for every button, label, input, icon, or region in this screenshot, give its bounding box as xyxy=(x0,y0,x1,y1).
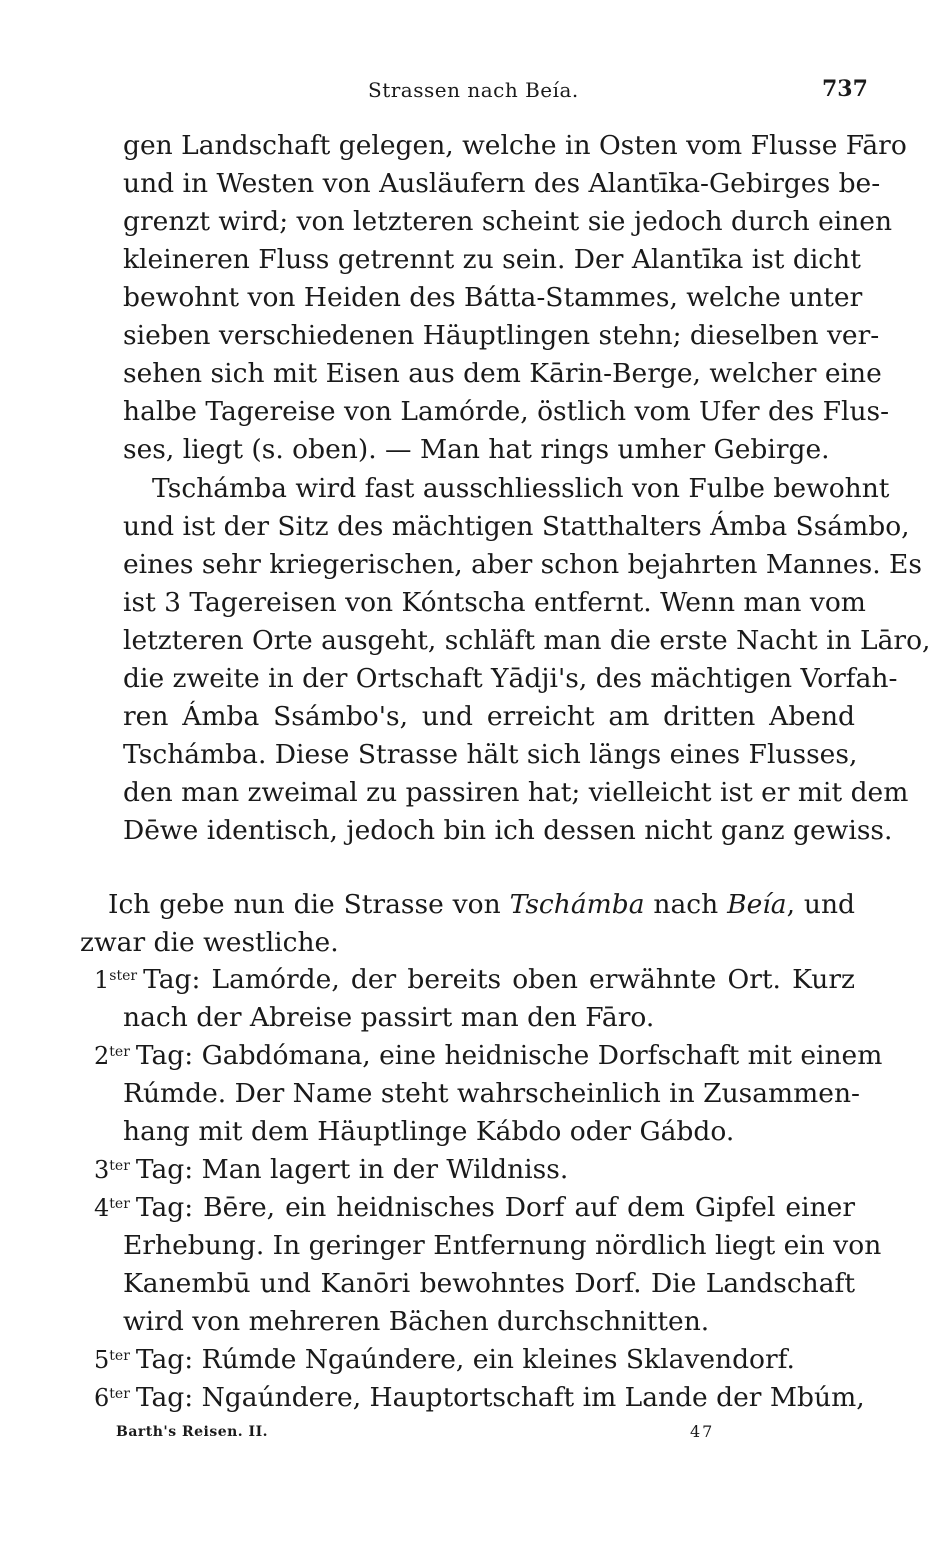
route-day-entry xyxy=(94,964,855,995)
day-number: 5 xyxy=(94,1346,110,1374)
day-number: 6 xyxy=(94,1384,110,1412)
text-line: letzteren Orte ausgeht, schläft man die erste Nacht in Lāro, xyxy=(123,625,930,656)
day-suffix: ter xyxy=(109,1044,130,1060)
text-line: sieben verschiedenen Häuptlingen stehn; dieselben ver- xyxy=(123,320,880,351)
route-day-entry xyxy=(94,1382,865,1413)
day-text: Tag: Rúmde Ngaúndere, ein kleines Sklavendorf. xyxy=(135,1344,795,1375)
day-number: 3 xyxy=(94,1156,110,1184)
day-number: 4 xyxy=(94,1194,110,1222)
text-line: gen Landschaft gelegen, welche in Osten vom Flusse Fāro xyxy=(123,130,907,161)
day-number: 2 xyxy=(94,1042,110,1070)
text-line: ist 3 Tagereisen von Kóntscha entfernt. Wenn man vom xyxy=(123,587,866,618)
day-text: Tag: Ngaúndere, Hauptortschaft im Lande der Mbúm, xyxy=(135,1382,865,1413)
day-suffix: ter xyxy=(109,1158,130,1174)
text-line: Erhebung. In geringer Entfernung nördlich liegt ein von xyxy=(123,1230,882,1261)
text-line: Tschámba wird fast ausschliesslich von Fulbe bewohnt xyxy=(152,473,890,504)
day-text: Tag: Bēre, ein heidnisches Dorf auf dem Gipfel einer xyxy=(135,1192,855,1223)
text-line: und ist der Sitz des mächtigen Statthalters Ámba Ssámbo, xyxy=(123,511,910,542)
text-line: Kanembū und Kanōri bewohntes Dorf. Die Landschaft xyxy=(123,1268,855,1299)
text-line: eines sehr kriegerischen, aber schon bejahrten Mannes. Es xyxy=(123,549,922,580)
day-number: 1 xyxy=(94,966,110,994)
route-day-entry xyxy=(94,1154,855,1185)
text-line: und in Westen von Ausläufern des Alantīka-Gebirges be- xyxy=(123,168,881,199)
route-day-entry xyxy=(94,1040,883,1071)
text-line: kleineren Fluss getrennt zu sein. Der Alantīka ist dicht xyxy=(123,244,861,275)
text-line: die zweite in der Ortschaft Yādji's, des mächtigen Vorfah- xyxy=(123,663,898,694)
day-text: Tag: Lamórde, der bereits oben erwähnte Ort. Kurz xyxy=(143,964,855,995)
text-line: hang mit dem Häuptlinge Kábdo oder Gábdo. xyxy=(123,1116,735,1147)
intro-text: , und xyxy=(786,889,855,920)
text-line: ren Ámba Ssámbo's, und erreicht am dritten Abend xyxy=(123,701,855,732)
text-line: Tschámba. Diese Strasse hält sich längs eines Flusses, xyxy=(123,739,858,770)
day-suffix: ter xyxy=(109,1386,130,1402)
intro-text: nach xyxy=(644,889,728,920)
text-line: Dēwe identisch, jedoch bin ich dessen nicht ganz gewiss. xyxy=(123,815,893,846)
intro-text: Ich gebe nun die Strasse von xyxy=(108,889,510,920)
running-header: Strassen nach Beía. xyxy=(368,78,579,102)
day-suffix: ster xyxy=(109,968,138,984)
day-suffix: ter xyxy=(109,1348,130,1364)
day-text: Tag: Gabdómana, eine heidnische Dorfschaft mit einem xyxy=(135,1040,883,1071)
intro-line: zwar die westliche. xyxy=(80,927,339,958)
text-line: nach der Abreise passirt man den Fāro. xyxy=(123,1002,655,1033)
day-suffix: ter xyxy=(109,1196,130,1212)
footer-book-title: Barth's Reisen. II. xyxy=(116,1424,269,1440)
text-line: Rúmde. Der Name steht wahrscheinlich in Zusammen- xyxy=(123,1078,860,1109)
route-day-entry xyxy=(94,1344,855,1375)
text-line: wird von mehreren Bächen durchschnitten. xyxy=(123,1306,710,1337)
text-line: sehen sich mit Eisen aus dem Kārin-Berge, welcher eine xyxy=(123,358,882,389)
signature-mark: 47 xyxy=(690,1422,715,1441)
day-text: Tag: Man lagert in der Wildniss. xyxy=(135,1154,569,1185)
place-name: Beía xyxy=(727,889,787,920)
text-line: grenzt wird; von letzteren scheint sie jedoch durch einen xyxy=(123,206,893,237)
page-number: 737 xyxy=(822,76,868,102)
place-name: Tschámba xyxy=(509,889,645,920)
text-line: ses, liegt (s. oben). — Man hat rings umher Gebirge. xyxy=(123,434,830,465)
text-line: den man zweimal zu passiren hat; vielleicht ist er mit dem xyxy=(123,777,909,808)
intro-line xyxy=(108,889,855,920)
text-line: halbe Tagereise von Lamórde, östlich vom Ufer des Flus- xyxy=(123,396,890,427)
route-day-entry xyxy=(94,1192,855,1223)
text-line: bewohnt von Heiden des Bátta-Stammes, welche unter xyxy=(123,282,863,313)
